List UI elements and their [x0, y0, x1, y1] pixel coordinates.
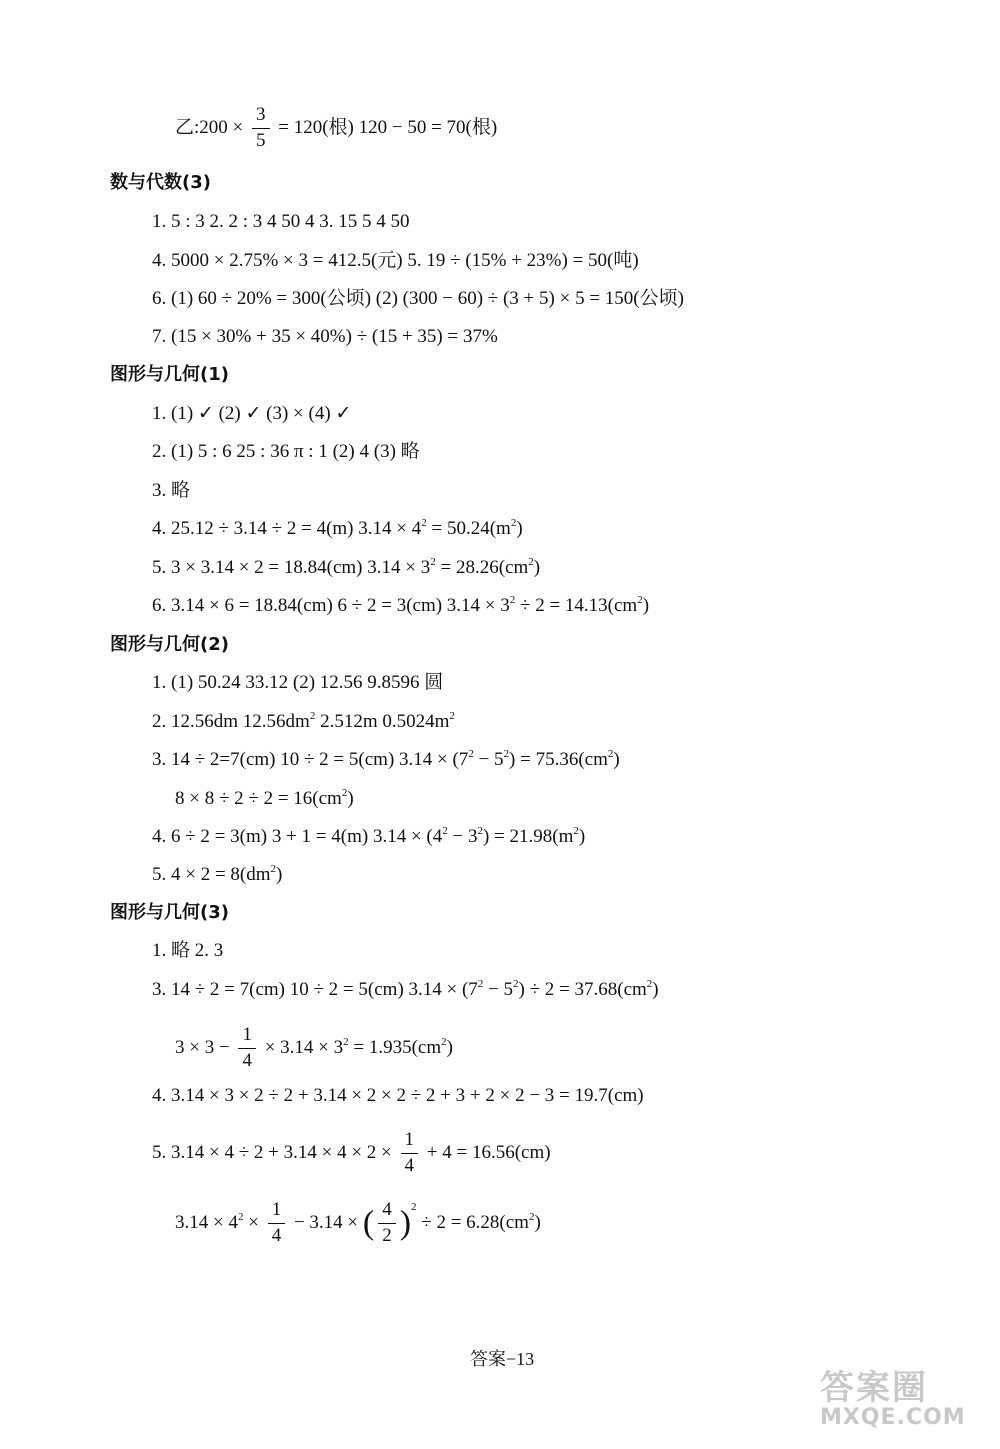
left-paren: (	[362, 1204, 375, 1242]
superscript: 2	[510, 517, 517, 529]
answer-line: 6. (1) 60 ÷ 20% = 300(公顷) (2) (300 − 60) ÷ (3 + 5) × 5 = 150(公顷)	[152, 288, 684, 309]
superscript: 2	[449, 710, 455, 722]
superscript: 2	[430, 556, 436, 568]
answer-line: 1. 5 : 3 2. 2 : 3 4 50 4 3. 15 5 4 50	[152, 211, 410, 232]
superscript: 2	[503, 748, 510, 760]
text: 3 × 3 −	[175, 1036, 230, 1058]
answer-line: 1. 略 2. 3	[152, 940, 224, 961]
text: 6. 3.14 × 6 = 18.84(cm) 6 ÷ 2 = 3(cm) 3.14 × 3	[152, 595, 510, 616]
right-paren: )	[399, 1204, 412, 1242]
superscript: 2	[237, 1210, 244, 1223]
text: = 28.26(cm	[435, 557, 529, 578]
superscript: 2	[513, 978, 519, 990]
denominator: 2	[382, 1224, 392, 1246]
superscript: 2	[441, 1035, 447, 1048]
text: − 5	[473, 749, 504, 770]
section-heading-geometry-2: 图形与几何(2)	[110, 634, 229, 655]
watermark-url: MXQE.COM	[820, 1405, 966, 1430]
text: − 3.14 ×	[293, 1211, 359, 1233]
text: ) = 75.36(cm	[509, 749, 608, 770]
answer-line: 3. 略	[152, 480, 191, 501]
answer-line: 4. 3.14 × 3 × 2 ÷ 2 + 3.14 × 2 × 2 ÷ 2 + 3 + 2 × 2 − 3 = 19.7(cm)	[152, 1085, 644, 1106]
answer-line: 1. (1) 50.24 33.12 (2) 12.56 9.8596 圆	[152, 672, 444, 693]
answer-line: 4. 5000 × 2.75% × 3 = 412.5(元) 5. 19 ÷ (15% + 23%) = 50(吨)	[152, 250, 639, 271]
text: )	[642, 595, 650, 616]
text: )	[534, 1211, 541, 1233]
text: 3.14 × 4	[175, 1211, 238, 1233]
answer-line	[152, 824, 585, 850]
watermark-logo	[820, 1360, 990, 1445]
text: 5. 3.14 × 4 ÷ 2 + 3.14 × 4 × 2 ×	[152, 1141, 392, 1163]
text: 3. 14 ÷ 2=7(cm) 10 ÷ 2 = 5(cm) 3.14 × (7	[152, 749, 469, 770]
superscript: 2	[309, 710, 316, 722]
numerator: 3	[252, 105, 270, 129]
superscript: 2	[637, 594, 643, 606]
superscript: 2	[509, 594, 516, 606]
fraction	[378, 1200, 396, 1247]
text: × 3.14 × 3	[264, 1036, 344, 1058]
fraction	[252, 105, 270, 152]
text: )	[613, 749, 620, 770]
numerator: 1	[268, 1200, 286, 1224]
text: ÷ 2 = 14.13(cm	[515, 595, 638, 616]
answer-line	[175, 1200, 541, 1247]
answer-line	[152, 709, 455, 735]
text: 4. 6 ÷ 2 = 3(m) 3 + 1 = 4(m) 3.14 × (4	[152, 826, 443, 847]
superscript: 2	[270, 863, 277, 875]
text: − 5	[483, 979, 514, 1000]
text: )	[446, 1036, 453, 1058]
text: )	[276, 864, 283, 885]
text: 4. 25.12 ÷ 3.14 ÷ 2 = 4(m) 3.14 × 4	[152, 518, 422, 539]
answer-line: 1. (1) ✓ (2) ✓ (3) × (4) ✓	[152, 403, 352, 424]
text: )	[347, 788, 354, 809]
fraction	[268, 1200, 286, 1247]
answer-line-yi	[175, 105, 497, 152]
text: = 50.24(m	[426, 518, 511, 539]
numerator: 1	[238, 1025, 256, 1049]
watermark-text: 答案圈	[820, 1368, 928, 1408]
superscript: 2	[528, 556, 534, 568]
answer-line	[175, 1025, 453, 1072]
fraction	[238, 1025, 256, 1072]
text: )	[533, 557, 541, 578]
text: 2.512m 0.5024m	[315, 711, 450, 732]
section-heading-geometry-1: 图形与几何(1)	[110, 364, 229, 385]
superscript: 2	[341, 787, 348, 799]
text: = 1.935(cm	[348, 1036, 442, 1058]
text: 乙:200 ×	[175, 116, 244, 138]
answer-line	[152, 862, 282, 888]
page-number: 答案−13	[470, 1349, 535, 1369]
superscript: 2	[573, 825, 579, 837]
text: 8 × 8 ÷ 2 ÷ 2 = 16(cm	[175, 788, 342, 809]
superscript: 2	[421, 517, 427, 529]
fraction	[401, 1130, 419, 1177]
text: ×	[243, 1211, 259, 1233]
answer-line	[152, 593, 649, 619]
answer-line	[152, 516, 523, 542]
denominator: 5	[256, 129, 266, 151]
text: = 120(根) 120 − 50 = 70(根)	[278, 116, 498, 138]
superscript: 2	[411, 1200, 417, 1213]
superscript: 2	[343, 1035, 349, 1048]
text: ) = 21.98(m	[482, 826, 574, 847]
answer-line: 2. (1) 5 : 6 25 : 36 π : 1 (2) 4 (3) 略	[152, 441, 420, 462]
superscript: 2	[646, 978, 653, 990]
numerator: 4	[378, 1200, 396, 1224]
answer-line	[152, 555, 540, 581]
superscript: 2	[607, 748, 614, 760]
text: + 4 = 16.56(cm)	[426, 1141, 551, 1163]
answer-line: 7. (15 × 30% + 35 × 40%) ÷ (15 + 35) = 37%	[152, 326, 498, 347]
text: 3. 14 ÷ 2 = 7(cm) 10 ÷ 2 = 5(cm) 3.14 × (7	[152, 979, 478, 1000]
text: − 3	[447, 826, 478, 847]
superscript: 2	[468, 748, 474, 760]
denominator: 4	[242, 1049, 252, 1071]
superscript: 2	[442, 825, 448, 837]
text: ) ÷ 2 = 37.68(cm	[518, 979, 647, 1000]
superscript: 2	[477, 825, 483, 837]
superscript: 2	[528, 1210, 535, 1223]
answer-line	[175, 786, 354, 812]
answer-line	[152, 1130, 551, 1177]
section-heading-algebra-3: 数与代数(3)	[110, 172, 211, 193]
section-heading-geometry-3: 图形与几何(3)	[110, 902, 229, 923]
text: )	[652, 979, 659, 1000]
denominator: 4	[271, 1224, 282, 1246]
text: )	[516, 518, 523, 539]
denominator: 4	[404, 1154, 415, 1176]
superscript: 2	[477, 978, 484, 990]
text: 5. 3 × 3.14 × 2 = 18.84(cm) 3.14 × 3	[152, 557, 431, 578]
answer-line	[152, 977, 659, 1003]
text: ÷ 2 = 6.28(cm	[416, 1211, 529, 1233]
numerator: 1	[401, 1130, 419, 1154]
answer-line	[152, 747, 620, 773]
text: )	[578, 826, 586, 847]
text: 5. 4 × 2 = 8(dm	[152, 864, 271, 885]
text: 2. 12.56dm 12.56dm	[152, 711, 310, 732]
